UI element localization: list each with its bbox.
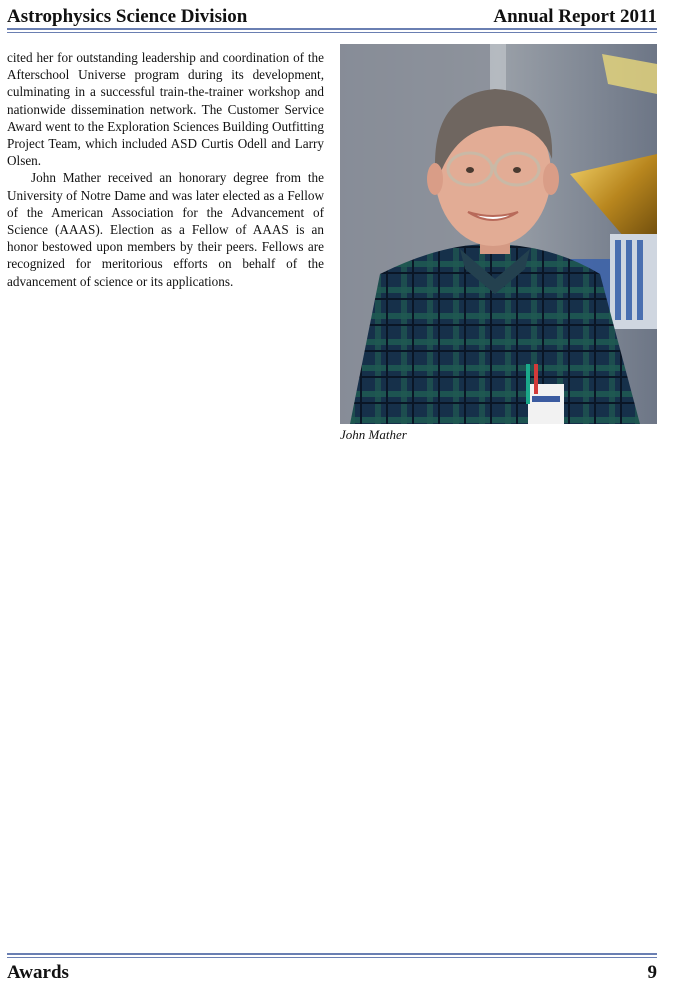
- header-report-title: Annual Report 2011: [493, 6, 657, 27]
- paragraph-1: cited her for outstanding leadership and coordination of the Afterschool Universe program during its development, culminating in a successful train-the-trainer workshop and nationwide dissemination network. The Customer Service Award went to the Exploration Sciences Building Outfitting Project Team, which included ASD Curtis Odell and Larry Olsen.: [7, 50, 324, 169]
- page-number: 9: [647, 962, 657, 983]
- footer-rule-thin: [7, 957, 657, 958]
- footer-section-title: Awards: [7, 962, 69, 983]
- footer-rule: [7, 953, 657, 955]
- figure-caption: John Mather: [340, 427, 407, 442]
- header-division-title: Astrophysics Science Division: [7, 6, 248, 27]
- body-text-column: [7, 49, 324, 290]
- portrait-photo: [340, 44, 657, 424]
- header-rule: [7, 28, 657, 30]
- portrait-illustration: [340, 44, 657, 424]
- header-rule-thin: [7, 32, 657, 33]
- page-header: [7, 2, 657, 28]
- paragraph-2: John Mather received an honorary degree from the University of Notre Dame and was later elected as a Fellow of the American Association for the Advancement of Science (AAAS). Election as a Fellow of AAAS is an honor bestowed upon members by their peers. Fellows are recognized for meritorious efforts on behalf of the advancement of science or its applications.: [7, 170, 324, 289]
- page-footer: [7, 961, 657, 985]
